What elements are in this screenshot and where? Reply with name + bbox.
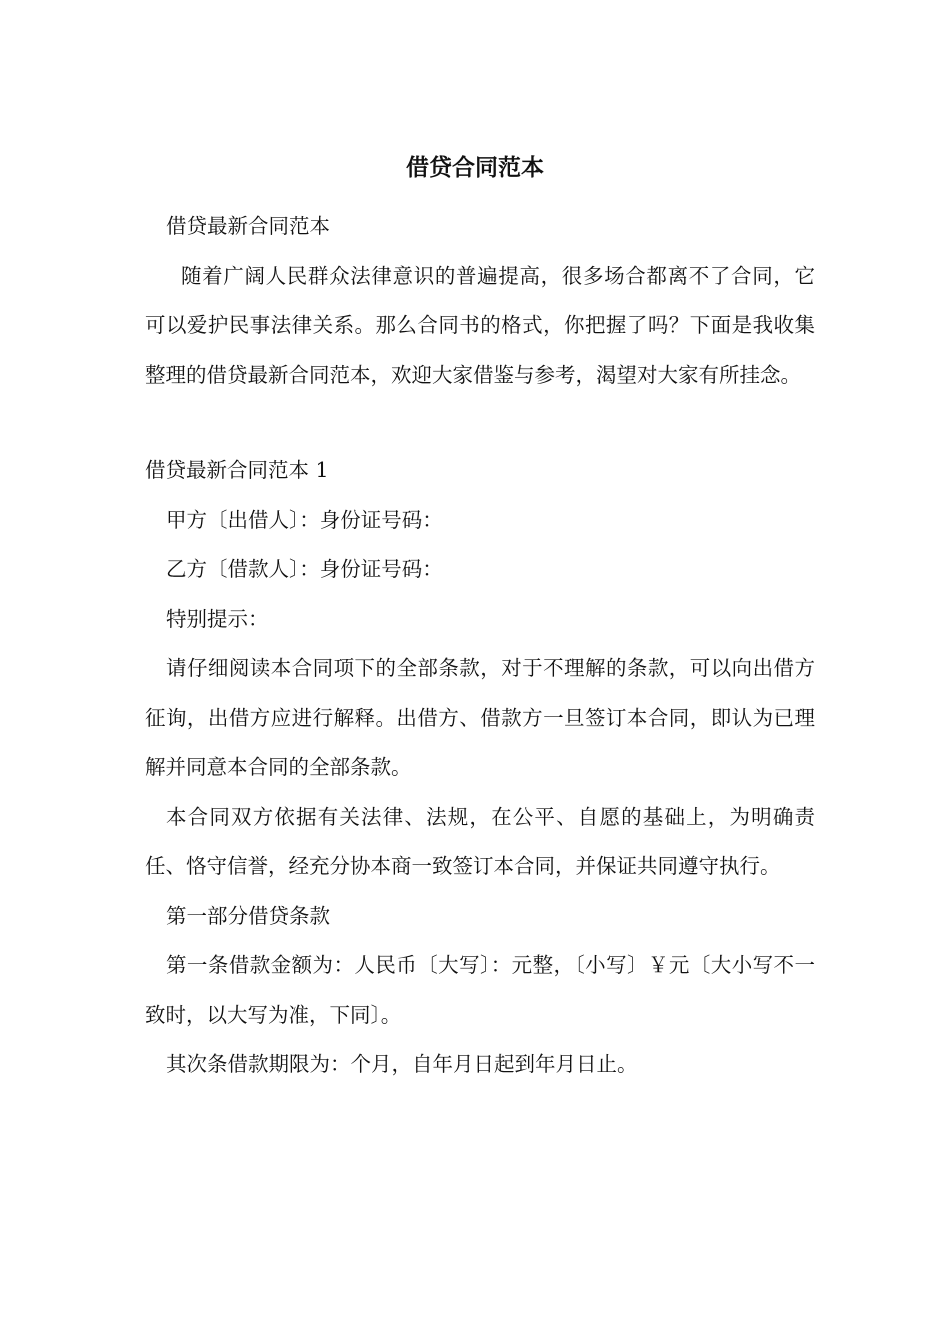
paragraph-intro: 随着广阔人民群众法律意识的普遍提高，很多场合都离不了合同，它可以爱护民事法律关系。那么合同书的格式，你把握了吗？下面是我收集整理的借贷最新合同范本，欢迎大家借鉴与参考，渴望对大家有所挂念。 [145,263,815,387]
paragraph-notice-body: 请仔细阅读本合同项下的全部条款，对于不理解的条款，可以向出借方征询，出借方应进行解释。出借方、借款方一旦签订本合同，即认为已理解并同意本合同的全部条款。 [145,656,815,779]
paragraph-article-one: 第一条借款金额为：人民币〔大写〕：元整，〔小写〕￥元〔大小写不一致时，以大写为准，下同〕。 [145,953,815,1027]
paragraph-article-two: 其次条借款期限为：个月，自年月日起到年月日止。 [166,1052,638,1076]
paragraph-agreement: 本合同双方依据有关法律、法规，在公平、自愿的基础上，为明确责任、恪守信誉，经充分协本商一致签订本合同，并保证共同遵守执行。 [145,804,815,878]
paragraph-subtitle: 借贷最新合同范本 [166,214,330,238]
paragraph-party-a: 甲方〔出借人〕：身份证号码： [166,507,443,532]
document-body [145,202,815,1090]
paragraph-section-heading: 借贷最新合同范本 1 [145,458,329,482]
paragraph-party-b: 乙方〔借款人〕：身份证号码： [166,557,443,581]
document-title: 借贷合同范本 [406,155,544,181]
paragraph-special-notice: 特别提示： [166,606,269,631]
paragraph-part-one-heading: 第一部分借贷条款 [166,903,330,928]
